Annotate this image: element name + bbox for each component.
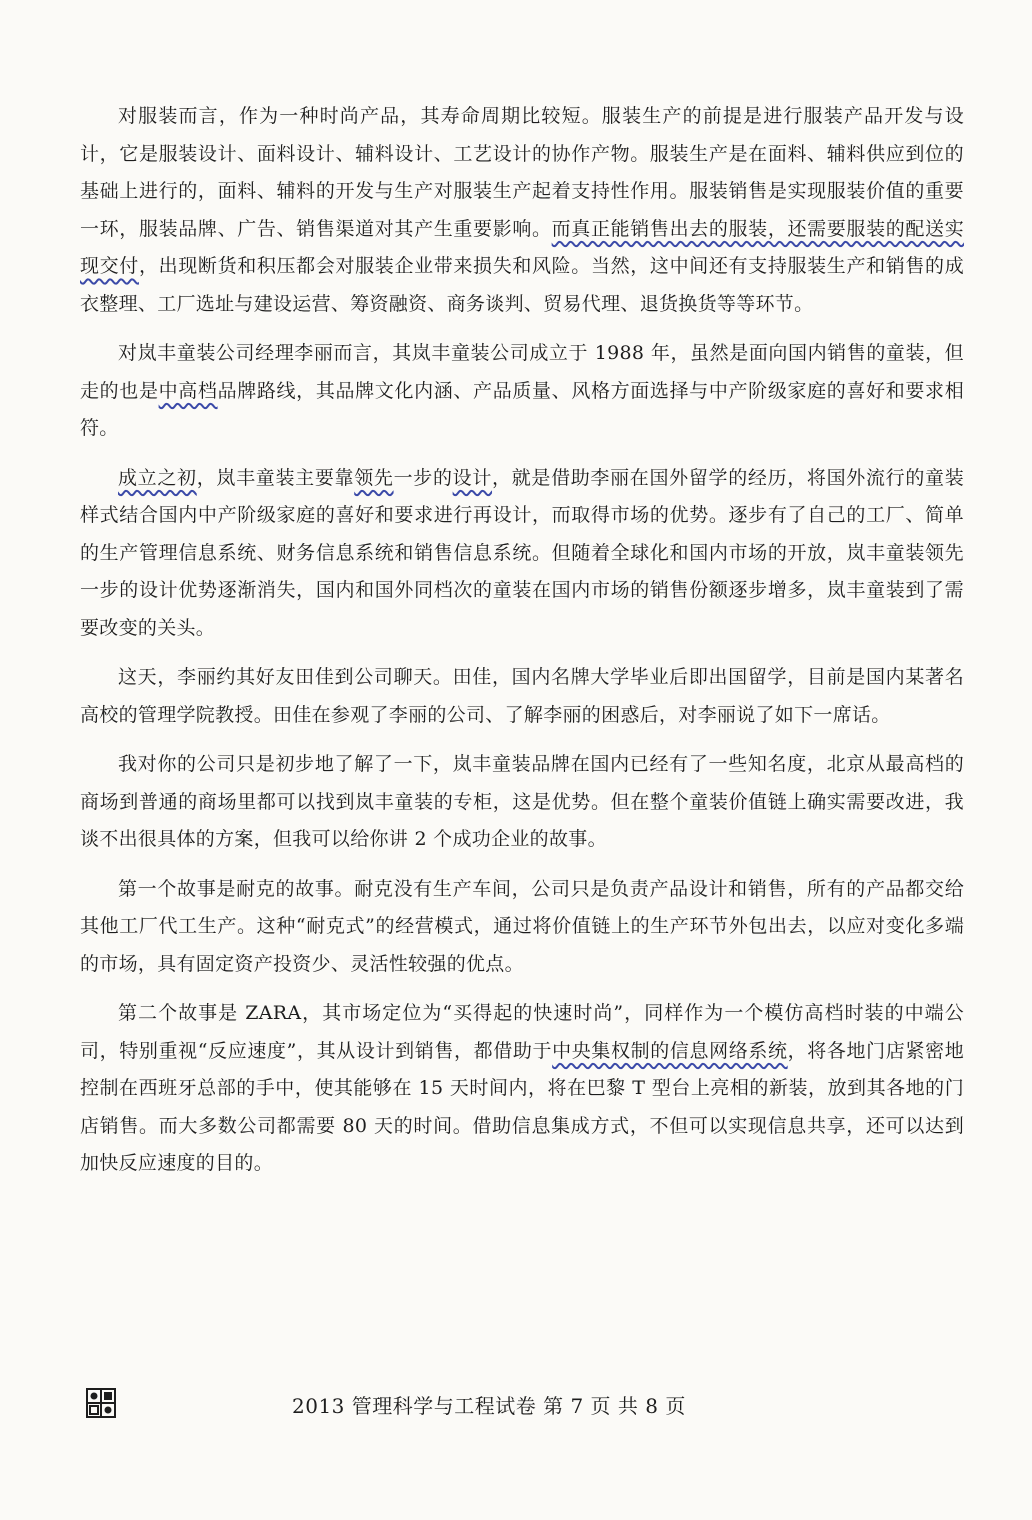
handwritten-underline: 中高档 [158, 379, 218, 402]
paragraph [80, 746, 964, 859]
paragraph [80, 659, 964, 734]
text-segment: ，将各地门店紧密地控制在西班牙总部的手中，使其能够在 15 天时间内，将在巴黎 T 型台上亮相的新装，放到其各地的门店销售。而大多数公司都需要 80 天的时间。借助信息集成方式，不但可以实现信息共享，还可以达到加快反应速度的目的。 [80, 1039, 964, 1174]
paragraph [80, 871, 964, 984]
paragraph [80, 335, 964, 448]
text-segment: ，出现断货和积压都会对服装企业带来损失和风险。当然，这中间还有支持服装生产和销售的成衣整理、工厂选址与建设运营、筹资融资、商务谈判、贸易代理、退货换货等等环节。 [80, 255, 964, 315]
handwritten-underline: 中央集权制的信息网络系统 [552, 1039, 788, 1062]
paragraph [80, 995, 964, 1183]
text-segment: ，就是借助李丽在国外留学的经历，将国外流行的童装样式结合国内中产阶级家庭的喜好和要求进行再设计，而取得市场的优势。逐步有了自己的工厂、简单的生产管理信息系统、财务信息系统和销售信息系统。但随着全球化和国内市场的开放，岚丰童装领先一步的设计优势逐渐消失，国内和国外同档次的童装在国内市场的销售份额逐步增多，岚丰童装到了需要改变的关头。 [80, 466, 965, 639]
registration-mark-icon [86, 1388, 116, 1418]
text-segment: 我对你的公司只是初步地了解了一下，岚丰童装品牌在国内已经有了一些知名度，北京从最高档的商场到普通的商场里都可以找到岚丰童装的专柜，这是优势。但在整个童装价值链上确实需要改进，我谈不出很具体的方案，但我可以给你讲 2 个成功企业的故事。 [80, 753, 964, 850]
footer-page-info: 2013 管理科学与工程试卷 第 7 页 共 8 页 [292, 1394, 686, 1418]
text-segment: 这天，李丽约其好友田佳到公司聊天。田佳，国内名牌大学毕业后即出国留学，目前是国内某著名高校的管理学院教授。田佳在参观了李丽的公司、了解李丽的困惑后，对李丽说了如下一席话。 [80, 666, 964, 726]
handwritten-underline: 成立之初 [118, 466, 197, 489]
text-segment: ，岚丰童装主要靠 [196, 466, 355, 489]
text-segment: 第一个故事是耐克的故事。耐克没有生产车间，公司只是负责产品设计和销售，所有的产品都交给其他工厂代工生产。这种“耐克式”的经营模式，通过将价值链上的生产环节外包出去，以应对变化多端的市场，具有固定资产投资少、灵活性较强的优点。 [80, 877, 964, 975]
text-segment: 对岚丰童装公司经理李丽而言，其岚丰童装公司成立于 1988 年，虽然是面向国内销售的童装，但走的也是 [80, 342, 964, 402]
text-segment: 品牌路线，其品牌文化内涵、产品质量、风格方面选择与中产阶级家庭的喜好和要求相符。 [80, 379, 965, 439]
text-segment: 第二个故事是 ZARA，其市场定位为“买得起的快速时尚”，同样作为一个模仿高档时装的中端公司，特别重视“反应速度”，其从设计到销售，都借助于 [80, 1002, 964, 1062]
paragraph [80, 98, 964, 323]
body-text [80, 98, 964, 1195]
paragraph [80, 460, 964, 648]
handwritten-underline: 设计 [452, 466, 493, 489]
handwritten-underline: 领先 [354, 466, 394, 489]
handwritten-underline: 而真正能销售出去的服装，还需要服装的配送实现交付 [80, 217, 964, 277]
text-segment: 对服装而言，作为一种时尚产品，其寿命周期比较短。服装生产的前提是进行服装产品开发与设计，它是服装设计、面料设计、辅料设计、工艺设计的协作产物。服装生产是在面料、辅料供应到位的基础上进行的，面料、辅料的开发与生产对服装生产起着支持性作用。服装销售是实现服装价值的重要一环，服装品牌、广告、销售渠道对其产生重要影响。 [80, 105, 964, 240]
page-footer [0, 1388, 1032, 1428]
text-segment: 一步的 [393, 466, 453, 489]
